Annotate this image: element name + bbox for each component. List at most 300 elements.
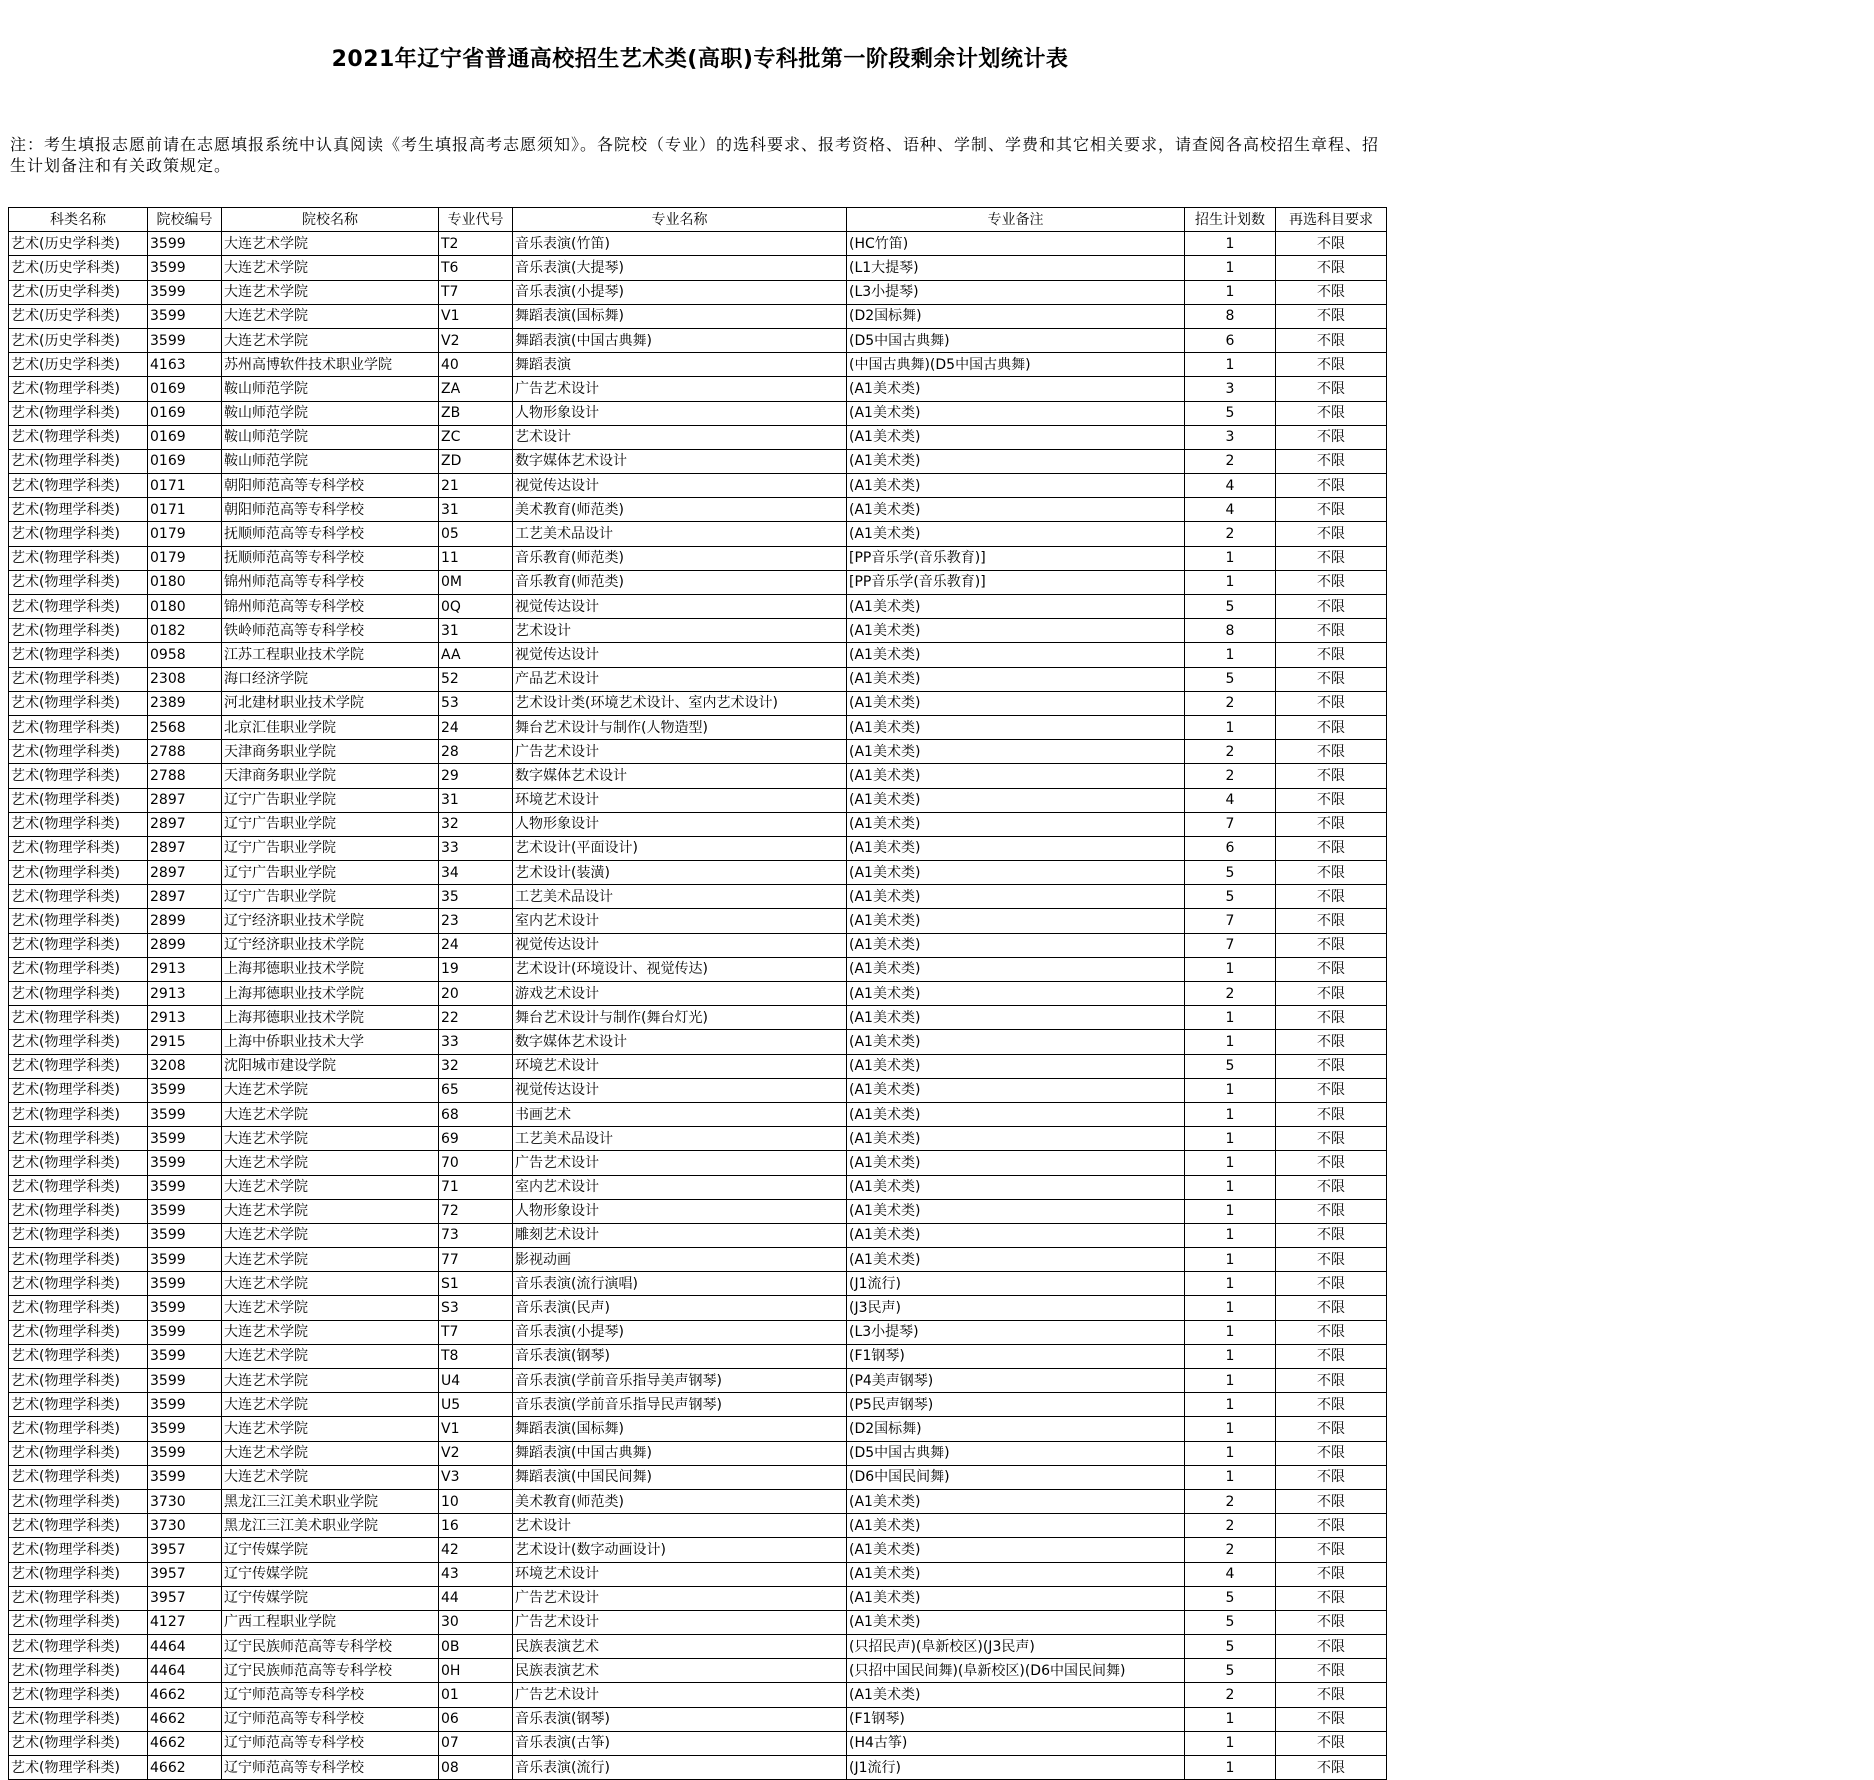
cell-plan-count: 1 <box>1185 957 1276 981</box>
cell-category: 艺术(物理学科类) <box>9 1514 148 1538</box>
cell-major-name: 音乐表演(钢琴) <box>513 1344 847 1368</box>
cell-category: 艺术(物理学科类) <box>9 885 148 909</box>
cell-plan-count: 1 <box>1185 1756 1276 1780</box>
cell-major-note: [PP音乐学(音乐教育)] <box>847 570 1185 594</box>
cell-major-note: (J3民声) <box>847 1296 1185 1320</box>
header-school-code: 院校编号 <box>148 208 222 232</box>
cell-subject-requirement: 不限 <box>1276 449 1387 473</box>
cell-school-code: 4464 <box>148 1659 222 1683</box>
cell-plan-count: 5 <box>1185 595 1276 619</box>
cell-category: 艺术(物理学科类) <box>9 740 148 764</box>
table-row <box>9 1756 1387 1780</box>
cell-major-name: 人物形象设计 <box>513 812 847 836</box>
cell-major-note: (A1美术类) <box>847 740 1185 764</box>
table-row <box>9 836 1387 860</box>
cell-school-name: 朝阳师范高等专科学校 <box>222 498 439 522</box>
cell-major-name: 环境艺术设计 <box>513 1562 847 1586</box>
cell-major-name: 室内艺术设计 <box>513 1175 847 1199</box>
cell-school-name: 辽宁广告职业学院 <box>222 812 439 836</box>
cell-major-note: (D2国标舞) <box>847 304 1185 328</box>
cell-category: 艺术(物理学科类) <box>9 788 148 812</box>
cell-plan-count: 6 <box>1185 328 1276 352</box>
cell-school-name: 辽宁广告职业学院 <box>222 885 439 909</box>
cell-plan-count: 5 <box>1185 401 1276 425</box>
table-row <box>9 1610 1387 1634</box>
cell-major-note: (A1美术类) <box>847 933 1185 957</box>
cell-category: 艺术(物理学科类) <box>9 1756 148 1780</box>
cell-major-name: 数字媒体艺术设计 <box>513 1030 847 1054</box>
cell-major-name: 广告艺术设计 <box>513 1586 847 1610</box>
cell-subject-requirement: 不限 <box>1276 788 1387 812</box>
cell-major-name: 音乐表演(民声) <box>513 1296 847 1320</box>
table-row <box>9 1296 1387 1320</box>
cell-school-code: 4464 <box>148 1635 222 1659</box>
cell-plan-count: 2 <box>1185 691 1276 715</box>
cell-major-note: (A1美术类) <box>847 1030 1185 1054</box>
cell-major-note: (A1美术类) <box>847 498 1185 522</box>
cell-subject-requirement: 不限 <box>1276 1562 1387 1586</box>
table-row <box>9 1199 1387 1223</box>
cell-major-note: (A1美术类) <box>847 643 1185 667</box>
cell-subject-requirement: 不限 <box>1276 1078 1387 1102</box>
cell-major-note: (A1美术类) <box>847 691 1185 715</box>
cell-school-code: 4662 <box>148 1707 222 1731</box>
cell-school-name: 辽宁民族师范高等专科学校 <box>222 1635 439 1659</box>
cell-major-code: 0M <box>439 570 513 594</box>
cell-plan-count: 2 <box>1185 522 1276 546</box>
cell-plan-count: 2 <box>1185 1489 1276 1513</box>
cell-category: 艺术(物理学科类) <box>9 909 148 933</box>
table-row <box>9 353 1387 377</box>
cell-major-note: (F1钢琴) <box>847 1344 1185 1368</box>
table-row <box>9 1078 1387 1102</box>
table-row <box>9 1175 1387 1199</box>
cell-major-code: V2 <box>439 1441 513 1465</box>
cell-school-code: 2308 <box>148 667 222 691</box>
cell-plan-count: 4 <box>1185 474 1276 498</box>
cell-plan-count: 1 <box>1185 1199 1276 1223</box>
cell-category: 艺术(物理学科类) <box>9 1344 148 1368</box>
cell-subject-requirement: 不限 <box>1276 1320 1387 1344</box>
cell-school-name: 大连艺术学院 <box>222 1465 439 1489</box>
cell-subject-requirement: 不限 <box>1276 1102 1387 1126</box>
cell-school-name: 鞍山师范学院 <box>222 377 439 401</box>
cell-category: 艺术(物理学科类) <box>9 1078 148 1102</box>
cell-school-code: 4163 <box>148 353 222 377</box>
cell-major-name: 广告艺术设计 <box>513 1683 847 1707</box>
cell-major-code: V1 <box>439 1417 513 1441</box>
cell-school-name: 鞍山师范学院 <box>222 425 439 449</box>
cell-subject-requirement: 不限 <box>1276 328 1387 352</box>
cell-major-name: 艺术设计(装潢) <box>513 861 847 885</box>
cell-category: 艺术(物理学科类) <box>9 1610 148 1634</box>
cell-major-name: 游戏艺术设计 <box>513 982 847 1006</box>
cell-major-name: 音乐表演(大提琴) <box>513 256 847 280</box>
cell-major-name: 舞台艺术设计与制作(人物造型) <box>513 715 847 739</box>
cell-school-code: 2899 <box>148 933 222 957</box>
table-row <box>9 1586 1387 1610</box>
cell-school-name: 大连艺术学院 <box>222 1417 439 1441</box>
cell-major-note: (D5中国古典舞) <box>847 328 1185 352</box>
cell-school-code: 0179 <box>148 546 222 570</box>
cell-category: 艺术(物理学科类) <box>9 570 148 594</box>
cell-major-name: 人物形象设计 <box>513 1199 847 1223</box>
cell-category: 艺术(物理学科类) <box>9 691 148 715</box>
cell-major-name: 室内艺术设计 <box>513 909 847 933</box>
cell-school-code: 2913 <box>148 1006 222 1030</box>
cell-major-code: 42 <box>439 1538 513 1562</box>
cell-subject-requirement: 不限 <box>1276 619 1387 643</box>
cell-school-name: 辽宁师范高等专科学校 <box>222 1683 439 1707</box>
cell-category: 艺术(物理学科类) <box>9 1054 148 1078</box>
cell-school-code: 2788 <box>148 764 222 788</box>
cell-school-code: 2389 <box>148 691 222 715</box>
cell-school-code: 3599 <box>148 328 222 352</box>
cell-school-name: 大连艺术学院 <box>222 328 439 352</box>
cell-major-name: 视觉传达设计 <box>513 474 847 498</box>
table-row <box>9 328 1387 352</box>
cell-school-code: 0169 <box>148 449 222 473</box>
table-row <box>9 570 1387 594</box>
cell-plan-count: 2 <box>1185 1683 1276 1707</box>
cell-major-note: (A1美术类) <box>847 982 1185 1006</box>
cell-plan-count: 1 <box>1185 1272 1276 1296</box>
cell-major-note: (P5民声钢琴) <box>847 1393 1185 1417</box>
cell-school-code: 3599 <box>148 280 222 304</box>
cell-school-code: 2897 <box>148 788 222 812</box>
cell-plan-count: 2 <box>1185 982 1276 1006</box>
cell-major-name: 视觉传达设计 <box>513 933 847 957</box>
cell-subject-requirement: 不限 <box>1276 1731 1387 1755</box>
cell-category: 艺术(物理学科类) <box>9 764 148 788</box>
table-row <box>9 1659 1387 1683</box>
cell-major-code: T6 <box>439 256 513 280</box>
cell-category: 艺术(物理学科类) <box>9 1465 148 1489</box>
cell-category: 艺术(物理学科类) <box>9 1731 148 1755</box>
cell-major-name: 美术教育(师范类) <box>513 498 847 522</box>
cell-category: 艺术(物理学科类) <box>9 861 148 885</box>
cell-major-code: 31 <box>439 498 513 522</box>
cell-category: 艺术(物理学科类) <box>9 982 148 1006</box>
cell-school-code: 0958 <box>148 643 222 667</box>
header-school-name: 院校名称 <box>222 208 439 232</box>
cell-school-code: 2897 <box>148 812 222 836</box>
cell-category: 艺术(物理学科类) <box>9 474 148 498</box>
table-row <box>9 957 1387 981</box>
cell-major-name: 视觉传达设计 <box>513 1078 847 1102</box>
table-row <box>9 595 1387 619</box>
cell-major-note: (A1美术类) <box>847 1248 1185 1272</box>
cell-school-code: 0179 <box>148 522 222 546</box>
cell-plan-count: 5 <box>1185 861 1276 885</box>
cell-major-code: 68 <box>439 1102 513 1126</box>
cell-plan-count: 7 <box>1185 933 1276 957</box>
cell-subject-requirement: 不限 <box>1276 1175 1387 1199</box>
cell-category: 艺术(物理学科类) <box>9 1030 148 1054</box>
table-row <box>9 1030 1387 1054</box>
cell-major-name: 音乐表演(流行) <box>513 1756 847 1780</box>
cell-school-code: 0180 <box>148 570 222 594</box>
cell-major-note: (A1美术类) <box>847 474 1185 498</box>
table-row <box>9 619 1387 643</box>
cell-school-name: 辽宁广告职业学院 <box>222 836 439 860</box>
cell-major-name: 艺术设计 <box>513 425 847 449</box>
cell-school-name: 大连艺术学院 <box>222 1441 439 1465</box>
cell-category: 艺术(历史学科类) <box>9 328 148 352</box>
cell-major-name: 舞蹈表演(中国古典舞) <box>513 1441 847 1465</box>
cell-plan-count: 1 <box>1185 1248 1276 1272</box>
cell-subject-requirement: 不限 <box>1276 232 1387 256</box>
cell-school-code: 3599 <box>148 1465 222 1489</box>
cell-category: 艺术(物理学科类) <box>9 1296 148 1320</box>
cell-plan-count: 5 <box>1185 885 1276 909</box>
cell-school-code: 3599 <box>148 304 222 328</box>
cell-plan-count: 2 <box>1185 449 1276 473</box>
cell-plan-count: 1 <box>1185 256 1276 280</box>
cell-category: 艺术(历史学科类) <box>9 353 148 377</box>
cell-category: 艺术(物理学科类) <box>9 1151 148 1175</box>
cell-category: 艺术(历史学科类) <box>9 232 148 256</box>
table-row <box>9 304 1387 328</box>
cell-major-code: 11 <box>439 546 513 570</box>
cell-major-code: 73 <box>439 1223 513 1247</box>
cell-category: 艺术(历史学科类) <box>9 280 148 304</box>
cell-major-note: (HC竹笛) <box>847 232 1185 256</box>
cell-school-code: 4662 <box>148 1756 222 1780</box>
cell-category: 艺术(物理学科类) <box>9 1006 148 1030</box>
cell-subject-requirement: 不限 <box>1276 1248 1387 1272</box>
cell-category: 艺术(物理学科类) <box>9 449 148 473</box>
cell-plan-count: 1 <box>1185 1417 1276 1441</box>
table-row <box>9 498 1387 522</box>
cell-major-note: (D2国标舞) <box>847 1417 1185 1441</box>
cell-major-note: (A1美术类) <box>847 1610 1185 1634</box>
cell-major-name: 艺术设计(平面设计) <box>513 836 847 860</box>
cell-major-code: 01 <box>439 1683 513 1707</box>
cell-major-code: V1 <box>439 304 513 328</box>
cell-major-note: (A1美术类) <box>847 1489 1185 1513</box>
cell-major-name: 人物形象设计 <box>513 401 847 425</box>
cell-school-name: 辽宁师范高等专科学校 <box>222 1707 439 1731</box>
table-row <box>9 933 1387 957</box>
cell-school-name: 辽宁经济职业技术学院 <box>222 909 439 933</box>
cell-school-code: 3599 <box>148 1102 222 1126</box>
cell-major-name: 视觉传达设计 <box>513 595 847 619</box>
cell-major-code: 65 <box>439 1078 513 1102</box>
cell-category: 艺术(物理学科类) <box>9 933 148 957</box>
table-row <box>9 1489 1387 1513</box>
table-row <box>9 667 1387 691</box>
cell-school-name: 铁岭师范高等专科学校 <box>222 619 439 643</box>
cell-major-code: 07 <box>439 1731 513 1755</box>
cell-subject-requirement: 不限 <box>1276 1683 1387 1707</box>
cell-school-code: 0171 <box>148 474 222 498</box>
cell-subject-requirement: 不限 <box>1276 570 1387 594</box>
table-row <box>9 643 1387 667</box>
cell-category: 艺术(物理学科类) <box>9 1127 148 1151</box>
cell-major-code: 20 <box>439 982 513 1006</box>
cell-subject-requirement: 不限 <box>1276 1610 1387 1634</box>
cell-subject-requirement: 不限 <box>1276 1199 1387 1223</box>
cell-plan-count: 4 <box>1185 1562 1276 1586</box>
table-row <box>9 1635 1387 1659</box>
cell-school-code: 2913 <box>148 982 222 1006</box>
cell-major-name: 舞蹈表演(国标舞) <box>513 1417 847 1441</box>
cell-major-code: 32 <box>439 812 513 836</box>
cell-major-code: ZA <box>439 377 513 401</box>
cell-category: 艺术(物理学科类) <box>9 1635 148 1659</box>
cell-school-name: 大连艺术学院 <box>222 1102 439 1126</box>
cell-school-code: 2788 <box>148 740 222 764</box>
cell-major-code: 72 <box>439 1199 513 1223</box>
cell-major-note: (只招中国民间舞)(阜新校区)(D6中国民间舞) <box>847 1659 1185 1683</box>
cell-category: 艺术(物理学科类) <box>9 1175 148 1199</box>
cell-category: 艺术(物理学科类) <box>9 1417 148 1441</box>
cell-major-code: S1 <box>439 1272 513 1296</box>
cell-category: 艺术(物理学科类) <box>9 619 148 643</box>
cell-major-note: (A1美术类) <box>847 1538 1185 1562</box>
cell-subject-requirement: 不限 <box>1276 474 1387 498</box>
cell-major-note: (A1美术类) <box>847 425 1185 449</box>
cell-major-code: 33 <box>439 1030 513 1054</box>
cell-subject-requirement: 不限 <box>1276 933 1387 957</box>
cell-major-name: 影视动画 <box>513 1248 847 1272</box>
cell-plan-count: 4 <box>1185 498 1276 522</box>
cell-major-code: 19 <box>439 957 513 981</box>
cell-school-code: 3730 <box>148 1514 222 1538</box>
cell-school-name: 辽宁广告职业学院 <box>222 861 439 885</box>
cell-plan-count: 1 <box>1185 1127 1276 1151</box>
cell-category: 艺术(历史学科类) <box>9 256 148 280</box>
cell-school-name: 辽宁传媒学院 <box>222 1586 439 1610</box>
header-major-note: 专业备注 <box>847 208 1185 232</box>
cell-school-code: 2913 <box>148 957 222 981</box>
cell-major-note: (A1美术类) <box>847 1199 1185 1223</box>
cell-subject-requirement: 不限 <box>1276 595 1387 619</box>
cell-major-code: 31 <box>439 619 513 643</box>
cell-school-name: 辽宁经济职业技术学院 <box>222 933 439 957</box>
cell-major-note: (只招民声)(阜新校区)(J3民声) <box>847 1635 1185 1659</box>
cell-plan-count: 5 <box>1185 1054 1276 1078</box>
cell-major-name: 广告艺术设计 <box>513 377 847 401</box>
cell-plan-count: 1 <box>1185 280 1276 304</box>
cell-major-note: (A1美术类) <box>847 401 1185 425</box>
cell-subject-requirement: 不限 <box>1276 1344 1387 1368</box>
cell-subject-requirement: 不限 <box>1276 861 1387 885</box>
cell-school-name: 辽宁师范高等专科学校 <box>222 1731 439 1755</box>
cell-school-code: 4662 <box>148 1731 222 1755</box>
cell-major-code: 52 <box>439 667 513 691</box>
cell-major-name: 音乐表演(小提琴) <box>513 1320 847 1344</box>
cell-school-name: 大连艺术学院 <box>222 1199 439 1223</box>
cell-major-code: 31 <box>439 788 513 812</box>
cell-major-name: 音乐表演(钢琴) <box>513 1707 847 1731</box>
cell-major-note: (A1美术类) <box>847 861 1185 885</box>
cell-major-note: (A1美术类) <box>847 619 1185 643</box>
cell-major-name: 舞台艺术设计与制作(舞台灯光) <box>513 1006 847 1030</box>
cell-major-name: 环境艺术设计 <box>513 788 847 812</box>
cell-major-code: AA <box>439 643 513 667</box>
cell-school-code: 3599 <box>148 1344 222 1368</box>
cell-school-code: 0182 <box>148 619 222 643</box>
cell-subject-requirement: 不限 <box>1276 764 1387 788</box>
cell-major-code: 10 <box>439 1489 513 1513</box>
cell-major-code: 77 <box>439 1248 513 1272</box>
cell-subject-requirement: 不限 <box>1276 1127 1387 1151</box>
cell-school-code: 3599 <box>148 1441 222 1465</box>
cell-category: 艺术(物理学科类) <box>9 1707 148 1731</box>
cell-school-name: 大连艺术学院 <box>222 1393 439 1417</box>
cell-subject-requirement: 不限 <box>1276 401 1387 425</box>
cell-school-name: 黑龙江三江美术职业学院 <box>222 1489 439 1513</box>
cell-major-code: T2 <box>439 232 513 256</box>
table-row <box>9 1127 1387 1151</box>
cell-major-name: 民族表演艺术 <box>513 1635 847 1659</box>
cell-school-code: 3599 <box>148 1296 222 1320</box>
header-category: 科类名称 <box>9 208 148 232</box>
cell-school-code: 3599 <box>148 232 222 256</box>
cell-subject-requirement: 不限 <box>1276 377 1387 401</box>
cell-subject-requirement: 不限 <box>1276 1296 1387 1320</box>
cell-major-code: 40 <box>439 353 513 377</box>
cell-plan-count: 1 <box>1185 643 1276 667</box>
cell-subject-requirement: 不限 <box>1276 836 1387 860</box>
cell-school-name: 大连艺术学院 <box>222 1175 439 1199</box>
cell-school-code: 3599 <box>148 256 222 280</box>
cell-major-note: (A1美术类) <box>847 1151 1185 1175</box>
cell-major-name: 音乐表演(学前音乐指导美声钢琴) <box>513 1369 847 1393</box>
cell-category: 艺术(物理学科类) <box>9 1562 148 1586</box>
cell-subject-requirement: 不限 <box>1276 691 1387 715</box>
table-header-row <box>9 208 1387 232</box>
cell-major-code: 0Q <box>439 595 513 619</box>
cell-school-code: 3957 <box>148 1562 222 1586</box>
cell-category: 艺术(物理学科类) <box>9 1272 148 1296</box>
cell-plan-count: 1 <box>1185 1369 1276 1393</box>
cell-major-code: U5 <box>439 1393 513 1417</box>
cell-plan-count: 1 <box>1185 1151 1276 1175</box>
cell-subject-requirement: 不限 <box>1276 643 1387 667</box>
cell-major-code: 21 <box>439 474 513 498</box>
cell-subject-requirement: 不限 <box>1276 1586 1387 1610</box>
cell-plan-count: 5 <box>1185 1610 1276 1634</box>
cell-school-name: 黑龙江三江美术职业学院 <box>222 1514 439 1538</box>
cell-major-note: (A1美术类) <box>847 377 1185 401</box>
cell-major-name: 工艺美术品设计 <box>513 1127 847 1151</box>
cell-plan-count: 2 <box>1185 764 1276 788</box>
cell-plan-count: 5 <box>1185 1659 1276 1683</box>
cell-major-code: 35 <box>439 885 513 909</box>
cell-major-code: 32 <box>439 1054 513 1078</box>
cell-school-name: 海口经济学院 <box>222 667 439 691</box>
table-row <box>9 691 1387 715</box>
cell-plan-count: 8 <box>1185 304 1276 328</box>
cell-school-name: 鞍山师范学院 <box>222 449 439 473</box>
cell-school-code: 2568 <box>148 715 222 739</box>
table-row <box>9 546 1387 570</box>
cell-major-name: 美术教育(师范类) <box>513 1489 847 1513</box>
cell-subject-requirement: 不限 <box>1276 1489 1387 1513</box>
cell-plan-count: 1 <box>1185 1006 1276 1030</box>
cell-school-name: 抚顺师范高等专科学校 <box>222 546 439 570</box>
cell-plan-count: 1 <box>1185 1030 1276 1054</box>
cell-subject-requirement: 不限 <box>1276 280 1387 304</box>
cell-school-name: 广西工程职业学院 <box>222 1610 439 1634</box>
cell-plan-count: 1 <box>1185 1296 1276 1320</box>
cell-category: 艺术(物理学科类) <box>9 1538 148 1562</box>
cell-major-code: 24 <box>439 933 513 957</box>
cell-school-code: 3599 <box>148 1151 222 1175</box>
